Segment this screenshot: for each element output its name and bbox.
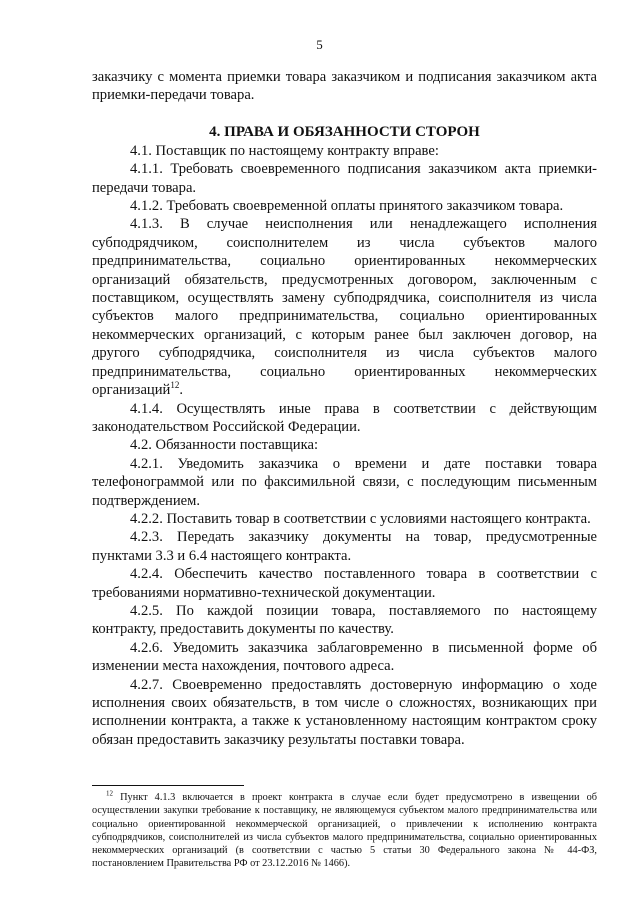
- clause-4-2-7: 4.2.7. Своевременно предоставлять достоверную информацию о ходе исполнения своих обязательств, в том числе о сложностях, возникающих при исполнении контракта, а также к установленному настоящим контрактом сроку обязан предоставить заказчику результаты поставки товара.: [92, 676, 597, 748]
- footnote: [92, 791, 597, 871]
- clause-4-1-1: 4.1.1. Требовать своевременного подписания заказчиком акта приемки-передачи товара.: [92, 161, 597, 196]
- clause-4-1-3: 4.1.3. В случае неисполнения или ненадлежащего исполнения субподрядчиком, соисполнителем из числа субъектов малого предпринимательства, социально ориентированных некоммерческих организаций обязательств, предусмотренных договором, заключенным с поставщиком, осуществлять замену субподрядчика, соисполнителя из числа субъектов малого предпринимательства, социально ориентированных некоммерческих организаций, с которым ранее был заключен договор, на другого субподрядчика, соисполнителя из числа субъектов малого предпринимательства, социально ориентированных некоммерческих организаций$^{12}$.: [92, 216, 597, 399]
- clause-4-1-2: 4.1.2. Требовать своевременной оплаты принятого заказчиком товара.: [130, 198, 564, 215]
- footnote-text: Пункт 4.1.3 включается в проект контракта в случае если будет предусмотрено в извещении об осуществлении закупки требование к поставщику, не являющемуся субъектом малого предпринимательства или социально ориентированной некоммерческой организацией, о привлечении к исполнению контракта субподрядчиков, соисполнителей из числа субъектов малого предпринимательства, социально ориентированных некоммерческих организаций (в соответствии с частью 5 статьи 30 Федерального закона № 44-ФЗ, постановлением Правительства РФ от 23.12.2016 № 1466).: [92, 792, 597, 870]
- clause-4-2-6: 4.2.6. Уведомить заказчика заблаговременно в письменной форме об изменении места нахождения, почтового адреса.: [92, 639, 597, 675]
- clause-4-1-4: 4.1.4. Осуществлять иные права в соответствии с действующим законодательством Российской Федерации.: [92, 400, 597, 435]
- clause-4-1: 4.1. Поставщик по настоящему контракту вправе:: [130, 142, 439, 159]
- clause-4-1-3-text: 4.1.3. В случае неисполнения или ненадлежащего исполнения субподрядчиком, соисполнителем из числа субъектов малого предпринимательства, социально ориентированных некоммерческих организаций обязательств, предусмотренных договором, заключенным с поставщиком, осуществлять замену субподрядчика, соисполнителя из числа субъектов малого предпринимательства, социально ориентированных некоммерческих организаций, с которым ранее был заключен договор, на другого субподрядчика, соисполнителя из числа субъектов малого предпринимательства, социально ориентированных некоммерческих организаций: [92, 216, 597, 399]
- page-number: 5: [316, 37, 323, 52]
- clause-4-2-3: 4.2.3. Передать заказчику документы на товар, предусмотренные пунктами 3.3 и 6.4 настоящего контракта.: [92, 529, 597, 564]
- footnote-ref[interactable]: 12: [170, 380, 180, 391]
- section-title: 4. ПРАВА И ОБЯЗАННОСТИ СТОРОН: [209, 123, 480, 140]
- footnote-marker: 12: [106, 789, 113, 798]
- intro-paragraph: заказчику с момента приемки товара заказчиком и подписания заказчиком акта приемки-передачи товара.: [92, 69, 597, 104]
- clause-4-2-1: 4.2.1. Уведомить заказчика о времени и дате поставки товара телефонограммой или по факсимильной связи, с последующим письменным подтверждением.: [92, 455, 597, 509]
- clause-4-2-4: 4.2.4. Обеспечить качество поставленного товара в соответствии с требованиями нормативно-технической документации.: [92, 566, 597, 601]
- clause-4-2-5: 4.2.5. По каждой позиции товара, поставляемого по настоящему контракту, предоставить документы по качеству.: [92, 602, 597, 638]
- document-body: [92, 68, 597, 749]
- clause-4-2: 4.2. Обязанности поставщика:: [130, 437, 319, 454]
- clause-4-2-2: 4.2.2. Поставить товар в соответствии с условиями настоящего контракта.: [130, 510, 591, 527]
- footnote-divider: [92, 785, 244, 786]
